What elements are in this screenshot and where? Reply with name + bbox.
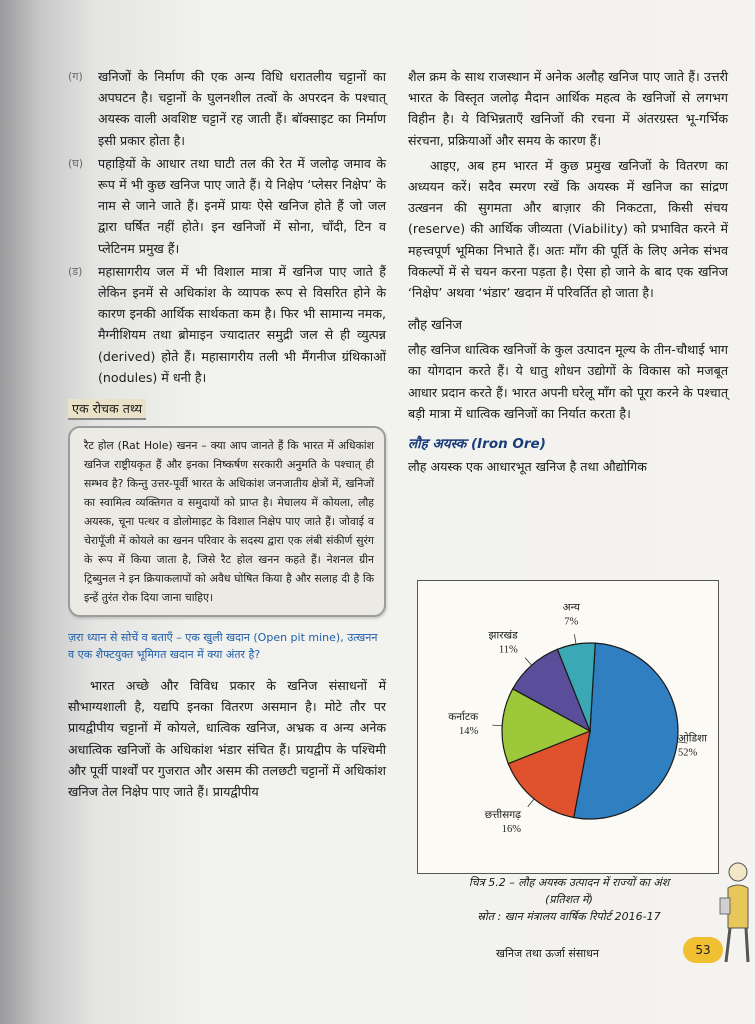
paragraph-2: आइए, अब हम भारत में कुछ प्रमुख खनिजों के वितरण का अध्ययन करें। सदैव स्मरण रखें कि अयस्क में खनिज का सांद्रण उत्खनन की सुगमता और बाज़ार की निकटता, किसी संचय (reserve) की आर्थिक जीव्यता (Viability) को प्रभावित करने में महत्त्वपूर्ण भूमिका निभाते हैं। अतः माँग की पूर्ति के लिए अनेक संभव विकल्पों में से चयन करना पड़ता है। ऐसा हो जाने के बाद एक खनिज ‘निक्षेप’ अथवा ‘भंडार’ खदान में परिवर्तित हो जाता है। [408,157,728,301]
slice-category-label: ओडिशा [678,733,707,745]
cartoon-figure-icon [718,858,754,968]
list-item-ga [68,66,386,151]
subheading-iron-ore: लौह अयस्क (Iron Ore) [408,436,546,453]
item-marker: (ग) [68,70,83,83]
list-item-da [68,261,386,388]
leader-line [528,799,534,807]
caption-title: चित्र 5.2 – लौह अयस्क उत्पादन में राज्यों का अंश [468,876,670,889]
leader-line [492,725,502,726]
interesting-fact-box [68,426,386,617]
right-column [408,66,728,477]
pie-chart-figure [417,580,719,874]
page-number: 53 [683,937,723,963]
paragraph-3: लौह खनिज धात्विक खनिजों के कुल उत्पादन मूल्य के तीन-चौथाई भाग का योगदान करते हैं। ये धातु शोधन उद्योगों के विकास को मजबूत आधार प्रदान करते हैं। भारत अपनी घरेलू माँग को पूरा करने के पश्चात् बड़ी मात्रा में धात्विक खनिजों का निर्यात करता है। [408,342,728,421]
paragraph-4: लौह अयस्क एक आधारभूत खनिज है तथा औद्योगिक [408,459,647,475]
chapter-footer: खनिज तथा ऊर्जा संसाधन [496,947,599,960]
caption-unit: (प्रतिशत में) [545,893,593,906]
left-column [68,66,386,802]
think-question [68,629,386,663]
item-marker: (घ) [68,156,84,170]
think-label: ज़रा ध्यान से सोचें व बताएँ – [68,631,182,645]
item-text: महासागरीय जल में भी विशाल मात्रा में खनिज पाए जाते हैं लेकिन इनमें से अधिकांश के व्यापक रूप से विसरित होने के कारण इनकी आर्थिक सार्थकता कम है। फिर भी सामान्य नमक, मैग्नीशियम तथा ब्रोमाइन ज्यादातर समुद्री जल से ही व्युत्पन्न (derived) होते हैं। महासागरीय तली भी मैंगनीज ग्रंथिकाओं (nodules) में धनी है। [98,263,386,385]
paragraph-1: शैल क्रम के साथ राजस्थान में अनेक अलौह खनिज पाए जाते हैं। उत्तरी भारत के विस्तृत जलोढ़ मैदान आर्थिक महत्व के खनिजों से लगभग विहीन है। ये विभिन्नताएँ खनिजों की रचना में अंतरग्रस्त भू-गर्भिक संरचना, प्रक्रियाओं और समय के कारण हैं। [408,69,728,148]
item-text: पहाड़ियों के आधार तथा घाटी तल की रेत में जलोढ़ जमाव के रूप में भी कुछ खनिज पाए जाते हैं। ये निक्षेप ‘प्लेसर निक्षेप’ के नाम से जाने जाते हैं। इनमें प्रायः ऐसे खनिज होते हैं जो जल द्वारा घर्षित नहीं होते। इन खनिजों में सोना, चाँदी, टिन व प्लेटिनम प्रमुख हैं। [98,155,386,256]
closing-paragraph: भारत अच्छे और विविध प्रकार के खनिज संसाधनों में सौभाग्यशाली है, यद्यपि इनका वितरण असमान है। मोटे तौर पर प्रायद्वीपीय चट्टानों में कोयले, धात्विक खनिज, अभ्रक व अन्य अनेक अधात्विक खनिजों के अधिकांश भंडार संचित हैं। प्रायद्वीप के पश्चिमी और पूर्वी पार्श्वों पर गुजरात और असम की तलछटी चट्टानों में अधिकांश खनिज तेल निक्षेप पाए जाते हैं। प्रायद्वीपीय [68,678,386,800]
slice-category-label: छत्तीसगढ़ [484,810,522,822]
leader-line [574,634,576,644]
caption-source: स्रोत : खान मंत्रालय वार्षिक रिपोर्ट 2016-17 [477,910,661,923]
figure-caption [420,874,718,925]
pie-chart [418,581,718,873]
slice-category-label: झारखंड [488,630,518,642]
interesting-fact-text: रैट होल (Rat Hole) खनन – क्या आप जानते हैं कि भारत में अधिकांश खनिज राष्ट्रीयकृत हैं और इनका निष्कर्षण सरकारी अनुमति के पश्चात् ही सम्भव है? किन्तु उत्तर-पूर्वी भारत के अधिकांश जनजातीय क्षेत्रों में, खनिजों का स्वामित्व व्यक्तिगत व समुदायों को प्राप्त है। मेघालय में कोयला, लौह अयस्क, चूना पत्थर व डोलोमाइट के विशाल निक्षेप पाए जाते हैं। जोवाई व चेरापूँजी में कोयले का खनन परिवार के सदस्य द्वारा एक लंबी संकीर्ण सुरंग के रूप में किया जाता है, जिसे रैट होल खनन कहते हैं। नेशनल ग्रीन ट्रिब्युनल ने इन क्रियाकलापों को अवैध घोषित किया है और सलाह दी है कि इन्हें तुरंत रोक दिया जाना चाहिए। [84,439,374,605]
leader-line [525,658,532,665]
slice-value-label: 11% [498,644,518,656]
slice-category-label: कर्नाटक [448,711,479,723]
interesting-fact-title: एक रोचक तथ्य [68,399,146,420]
slice-category-label: अन्य [562,602,580,614]
list-item-gha [68,153,386,259]
item-text: खनिजों के निर्माण की एक अन्य विधि धरातलीय चट्टानों का अपघटन है। चट्टानों के घुलनशील तत्वों के अपरदन के पश्चात् अयस्क वाली अवशिष्ट चट्टानें रह जाती हैं। बॉक्साइट का निर्माण इसी प्रकार होता है। [98,69,386,148]
slice-value-label: 14% [458,725,479,737]
think-text: एक खुली खदान (Open pit mine), उत्खनन व एक शैफ्टयुक्त भूमिगत खदान में क्या अंतर है? [68,631,378,662]
slice-value-label: 7% [564,616,579,628]
section-heading-iron-minerals: लौह खनिज [408,318,463,334]
item-marker: (ड) [68,264,83,278]
slice-value-label: 52% [678,747,698,759]
slice-value-label: 16% [501,824,522,836]
